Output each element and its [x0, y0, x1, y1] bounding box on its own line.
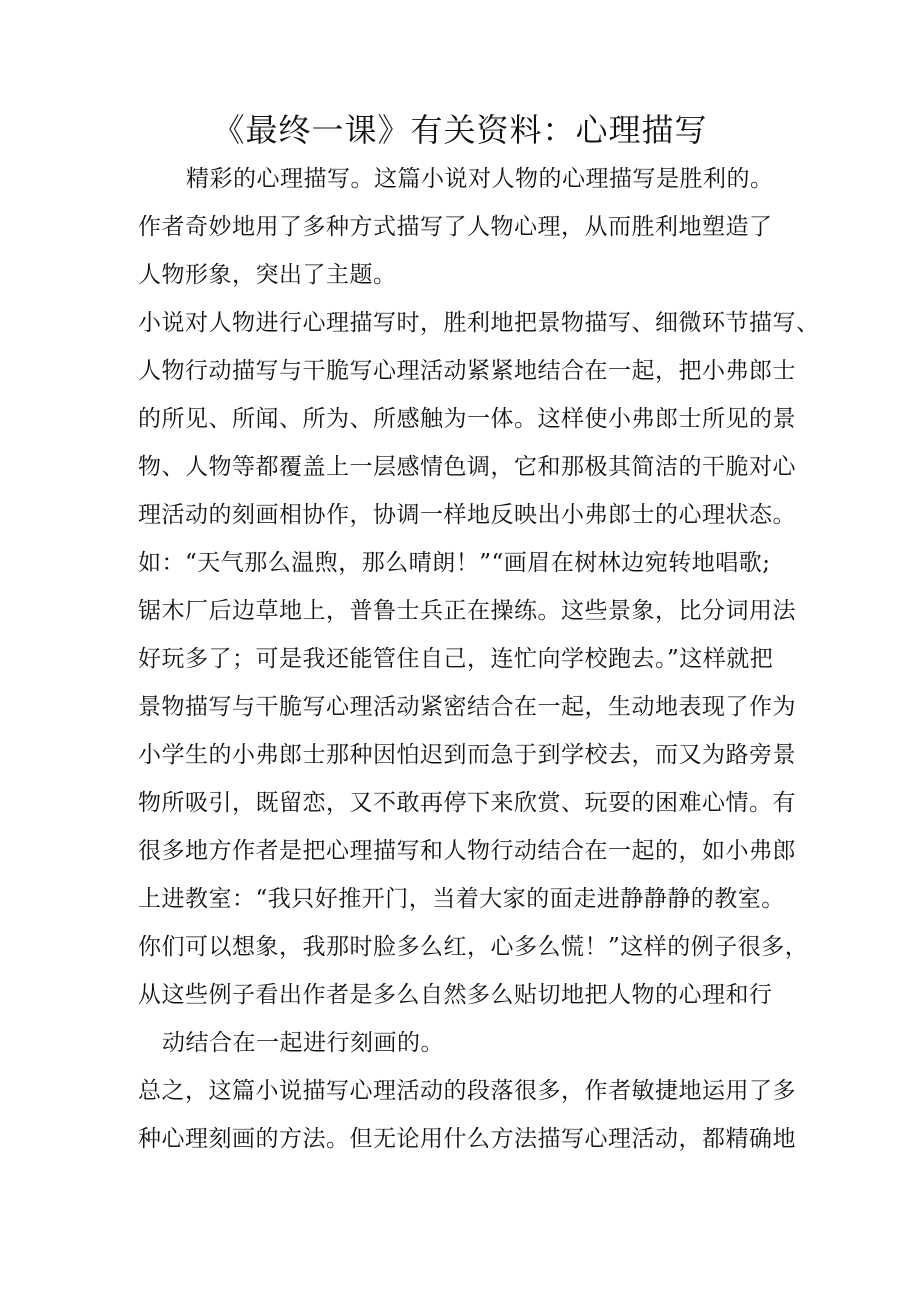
- paragraph-line: 理活动的刻画相协作，协调一样地反映出小弗郎士的心理状态。: [138, 502, 796, 528]
- paragraph-line: 人物行动描写与干脆写心理活动紧紧地结合在一起，把小弗郎士: [138, 358, 796, 384]
- paragraph-line: 总之，这篇小说描写心理活动的段落很多，作者敏捷地运用了多: [138, 1078, 796, 1104]
- paragraph-line: 小说对人物进行心理描写时，胜利地把景物描写、细微环节描写、: [138, 310, 820, 336]
- paragraph-line: 的所见、所闻、所为、所感触为一体。这样使小弗郎士所见的景: [138, 406, 796, 432]
- paragraph-line: 很多地方作者是把心理描写和人物行动结合在一起的，如小弗郎: [138, 838, 796, 864]
- paragraph-line: 物所吸引，既留恋，又不敢再停下来欣赏、玩耍的困难心情。有: [138, 790, 796, 816]
- paragraph-line: 人物形象，突出了主题。: [138, 262, 397, 288]
- document-title: 《最终一课》有关资料：心理描写: [212, 111, 708, 149]
- paragraph-line: 动结合在一起进行刻画的。: [162, 1030, 444, 1056]
- paragraph-line: 作者奇妙地用了多种方式描写了人物心理，从而胜利地塑造了: [138, 214, 773, 240]
- paragraph-line: 物、人物等都覆盖上一层感情色调，它和那极其简洁的干脆对心: [138, 454, 796, 480]
- paragraph-line: 锯木厂后边草地上，普鲁士兵正在操练。这些景象，比分词用法: [138, 598, 796, 624]
- paragraph-line: 如：“天气那么温煦，那么晴朗！”“画眉在树林边宛转地唱歌;: [138, 550, 771, 576]
- paragraph-line: 从这些例子看出作者是多么自然多么贴切地把人物的心理和行: [138, 982, 773, 1008]
- paragraph-line: 精彩的心理描写。这篇小说对人物的心理描写是胜利的。: [186, 166, 774, 192]
- paragraph-line: 好玩多了；可是我还能管住自己，连忙向学校跑去。”这样就把: [138, 646, 774, 672]
- paragraph-line: 景物描写与干脆写心理活动紧密结合在一起，生动地表现了作为: [138, 694, 796, 720]
- paragraph-line: 小学生的小弗郎士那种因怕迟到而急于到学校去，而又为路旁景: [138, 742, 796, 768]
- paragraph-line: 上进教室：“我只好推开门，当着大家的面走进静静静的教室。: [138, 886, 785, 912]
- paragraph-line: 你们可以想象，我那时脸多么红，心多么慌！”这样的例子很多，: [138, 934, 809, 960]
- paragraph-line: 种心理刻画的方法。但无论用什么方法描写心理活动，都精确地: [138, 1126, 796, 1152]
